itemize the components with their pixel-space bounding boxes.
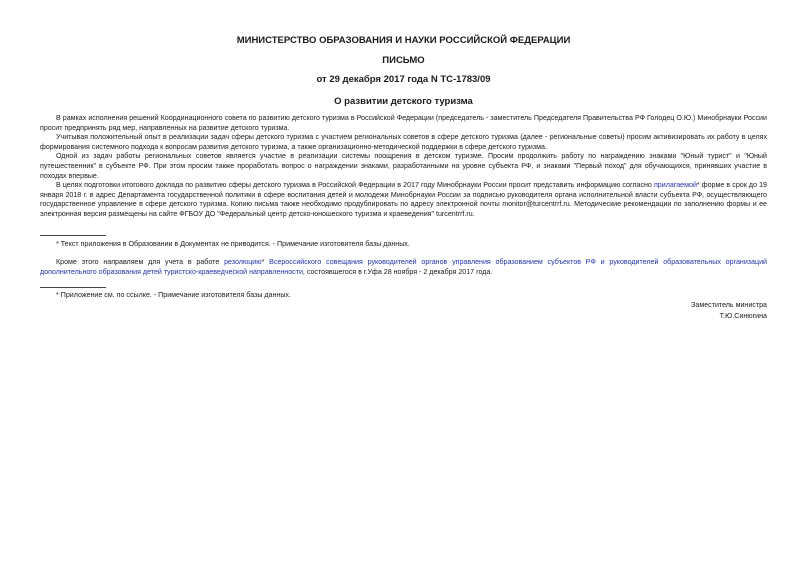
letter-body [40, 114, 767, 220]
footnote-divider-2 [40, 287, 106, 288]
paragraph-3: Одной из задач работы региональных советов является участие в реализации системы поощрения в детском туризме. Просим продолжить работу по награждению знаками "Юный турист" и "Юный путешественник" в субъекте РФ. При этом просим также проработать вопрос о награждении знаками, разработанными на уровне субъекта РФ, и знаками "Первый поход" для обучающихся, принявших участие в походах впервые. [40, 152, 767, 180]
meeting-link[interactable]: Всероссийского совещания руководителей органов управления образованием субъектов РФ и руководителей образовательных организаций дополнительного образования детей туристско-краеведческой направленности [40, 258, 767, 276]
document-subject: О развитии детского туризма [334, 96, 473, 107]
paragraph-5 [40, 258, 767, 277]
paragraph-4-text-start: В целях подготовки итогового доклада по развитию сферы детского туризма в Российской Федерации в 2017 году Минобрнауки России просит представить информацию согласно [56, 181, 654, 190]
footnote-divider-1 [40, 235, 106, 236]
paragraph-5-text-end: , состоявшегося в г.Уфа 28 ноября - 2 декабря 2017 года. [302, 267, 493, 276]
paragraph-4-text-end: * форме в срок до 19 января 2018 г. в адрес Департамента государственной политики в сфере воспитания детей и молодежи Минобрнауки России за подписью руководителя органа исполнительной власти субъекта РФ, осуществляющего государственное управление в сфере детского туризма. Копию письма также необходимо продублировать по адресу электронной почты monitor@turcentrrf.ru. Методические рекомендации по заполнению формы и ее электронная версия размещены на сайте ФГБОУ ДО "Федеральный центр детско-юношеского туризма и краеведения" turcentrrf.ru. [40, 181, 767, 218]
paragraph-5-text-start: Кроме этого направляем для учета в работе [56, 258, 225, 266]
ministry-title: МИНИСТЕРСТВО ОБРАЗОВАНИЯ И НАУКИ РОССИЙСКОЙ ФЕДЕРАЦИИ [236, 35, 571, 46]
attached-form-link[interactable]: прилагаемой [653, 181, 697, 190]
paragraph-5-asterisk: * [261, 258, 270, 266]
footnote-1: * Текст приложения в Образовании в Документах не приводится. - Примечание изготовителя базы данных. [56, 240, 410, 248]
paragraph-4 [40, 181, 767, 219]
document-type: ПИСЬМО [382, 55, 425, 66]
paragraph-2: Учитывая положительный опыт в реализации задач сферы детского туризма с участием региональных советов в сфере детского туризма (далее - региональные советы) просим активизировать их работу в целях формирования системного подхода к вопросам развития детского туризма, а также организационно-методической поддержки в сфере детского туризма. [40, 133, 767, 151]
signatory-name: Т.Ю.Синюгина [719, 312, 767, 320]
signatory-position: Заместитель министра [691, 301, 767, 309]
document-date-number: от 29 декабря 2017 года N ТС-1783/09 [316, 74, 491, 85]
resolution-link[interactable]: резолюцию [224, 258, 262, 266]
paragraph-1: В рамках исполнения решений Координационного совета по развитию детского туризма в Российской Федерации (председатель - заместитель Председателя Правительства РФ Голодец О.Ю.) Минобрнауки России просит предпринять ряд мер, направленных на развитие детского туризма. [40, 114, 767, 132]
footnote-2: * Приложение см. по ссылке. - Примечание изготовителя базы данных. [56, 291, 291, 299]
letter-body-continued [40, 258, 767, 277]
